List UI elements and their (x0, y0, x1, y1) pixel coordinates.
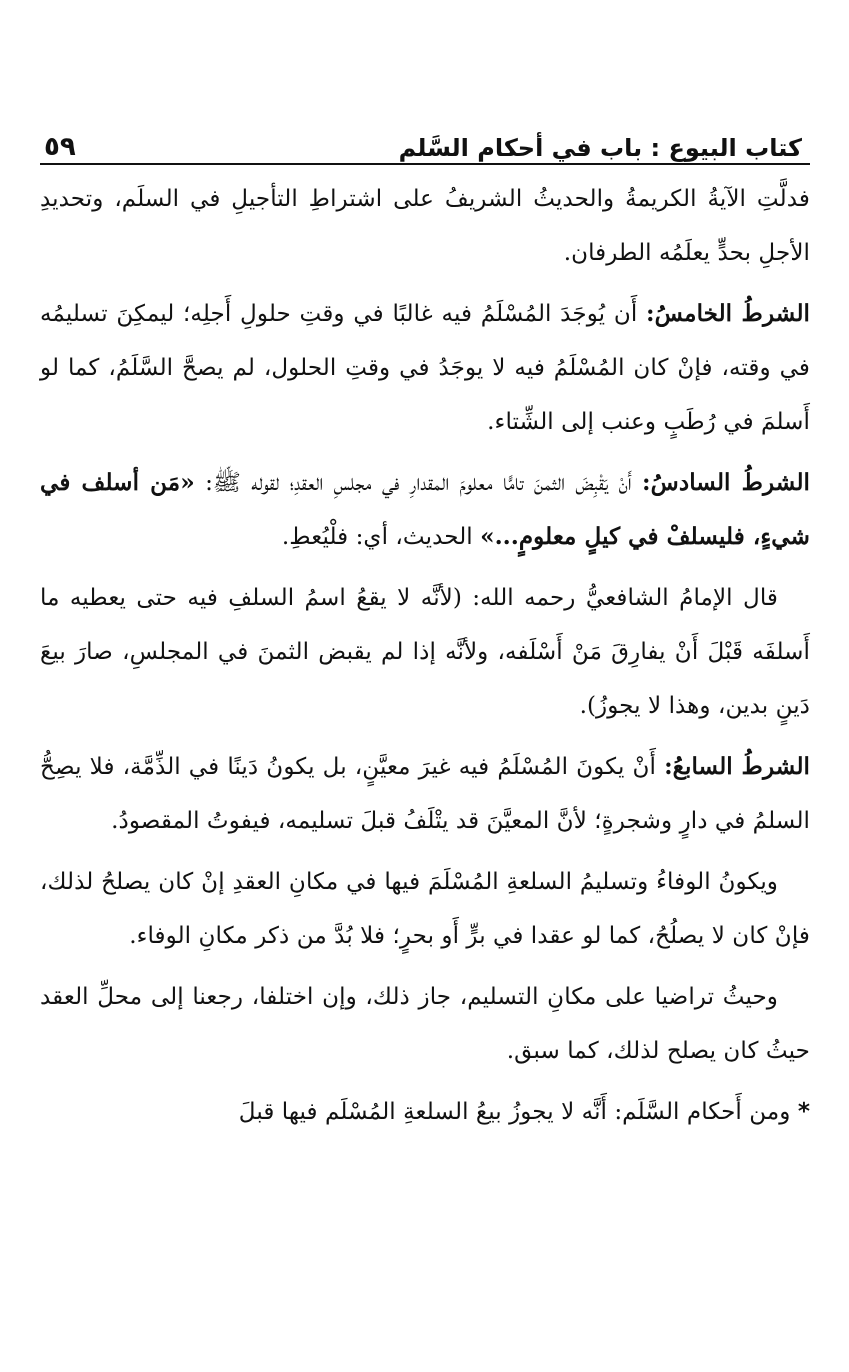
condition-5-heading: الشرطُ الخامسُ: (646, 300, 810, 327)
condition-6-heading: الشرطُ السادسُ: (642, 469, 811, 496)
paragraph-condition-5 (40, 287, 810, 449)
running-header-title: كتاب البيوع : باب في أحكام السَّلم (398, 134, 802, 162)
asterisk-marker: * (797, 1098, 810, 1125)
paragraph-condition-7 (40, 740, 810, 848)
page-number: ٥٩ (44, 132, 76, 162)
paragraph-salam-rulings (40, 1085, 810, 1139)
paragraph-delivery-place (40, 855, 810, 963)
paragraph-condition-6 (40, 456, 810, 564)
paragraph-agreement (40, 970, 810, 1078)
paragraph-1-text: فدلَّتِ الآيةُ الكريمةُ والحديثُ الشريفُ على اشتراطِ التأجيلِ في السلَم، وتحديدِ الأجلِ بحدٍّ يعلَمُه الطرفان. (40, 185, 810, 266)
delivery-place-text: ويكونُ الوفاءُ وتسليمُ السلعةِ المُسْلَمَ فيها في مكانِ العقدِ إنْ كان يصلحُ لذلك، فإنْ كان لا يصلُحُ، كما لو عقدا في برٍّ أَو بحرٍ؛ فلا بُدَّ من ذكر مكانِ الوفاء. (40, 868, 810, 949)
paragraph-shafii-quote (40, 571, 810, 733)
condition-6-text-b: الحديث، أي: فلْيُعطِ. (281, 523, 481, 550)
header-divider (40, 163, 810, 165)
running-header (40, 110, 802, 160)
condition-6-text-a: أَنْ يَقْبِضَ الثمنَ تامًّا معلومَ المقدارِ في مجلسِ العقدِ؛ لقوله ﷺ: (194, 469, 643, 496)
shafii-quote-text: قال الإمامُ الشافعيُّ رحمه الله: (لأنَّه لا يقعُ اسمُ السلفِ فيه حتى يعطيه ما أَسلفَه قَبْلَ أَنْ يفارِقَ مَنْ أَسْلَفه، ولأنَّه إذا لم يقبض الثمنَ في المجلسِ، صارَ بيعَ دَينٍ بدين، وهذا لا يجوزُ). (40, 584, 810, 719)
condition-7-heading: الشرطُ السابعُ: (664, 753, 810, 780)
agreement-text: وحيثُ تراضيا على مكانِ التسليم، جاز ذلك، وإن اختلفا، رجعنا إلى محلِّ العقد حيثُ كان يصلح لذلك، كما سبق. (40, 983, 810, 1064)
paragraph-1 (40, 172, 810, 280)
condition-5-text: أَن يُوجَدَ المُسْلَمُ فيه غالبًا في وقتِ حلولِ أَجلِه؛ ليمكِنَ تسليمُه في وقته، فإنْ كان المُسْلَمُ فيه لا يوجَدُ في وقتِ الحلول، لم يصحَّ السَّلَمُ، كما لو أَسلمَ في رُطَبٍ وعنب إلى الشِّتاء. (40, 300, 810, 435)
condition-7-text: أَنْ يكونَ المُسْلَمُ فيه غيرَ معيَّنٍ، بل يكونُ دَينًا في الذِّمَّة، فلا يصِحُّ السلمُ في دارٍ وشجرةٍ؛ لأنَّ المعيَّنَ قد يتْلَفُ قبلَ تسليمه، فيفوتُ المقصودُ. (40, 753, 810, 834)
salam-rulings-text: ومن أَحكام السَّلَم: أَنَّه لا يجوزُ بيعُ السلعةِ المُسْلَم فيها قبلَ (238, 1098, 798, 1125)
page-body (40, 172, 810, 1146)
hadith-quote: «مَن أسلف في شيءٍ، فليسلفْ في كيلٍ معلومٍ...» (40, 469, 810, 550)
